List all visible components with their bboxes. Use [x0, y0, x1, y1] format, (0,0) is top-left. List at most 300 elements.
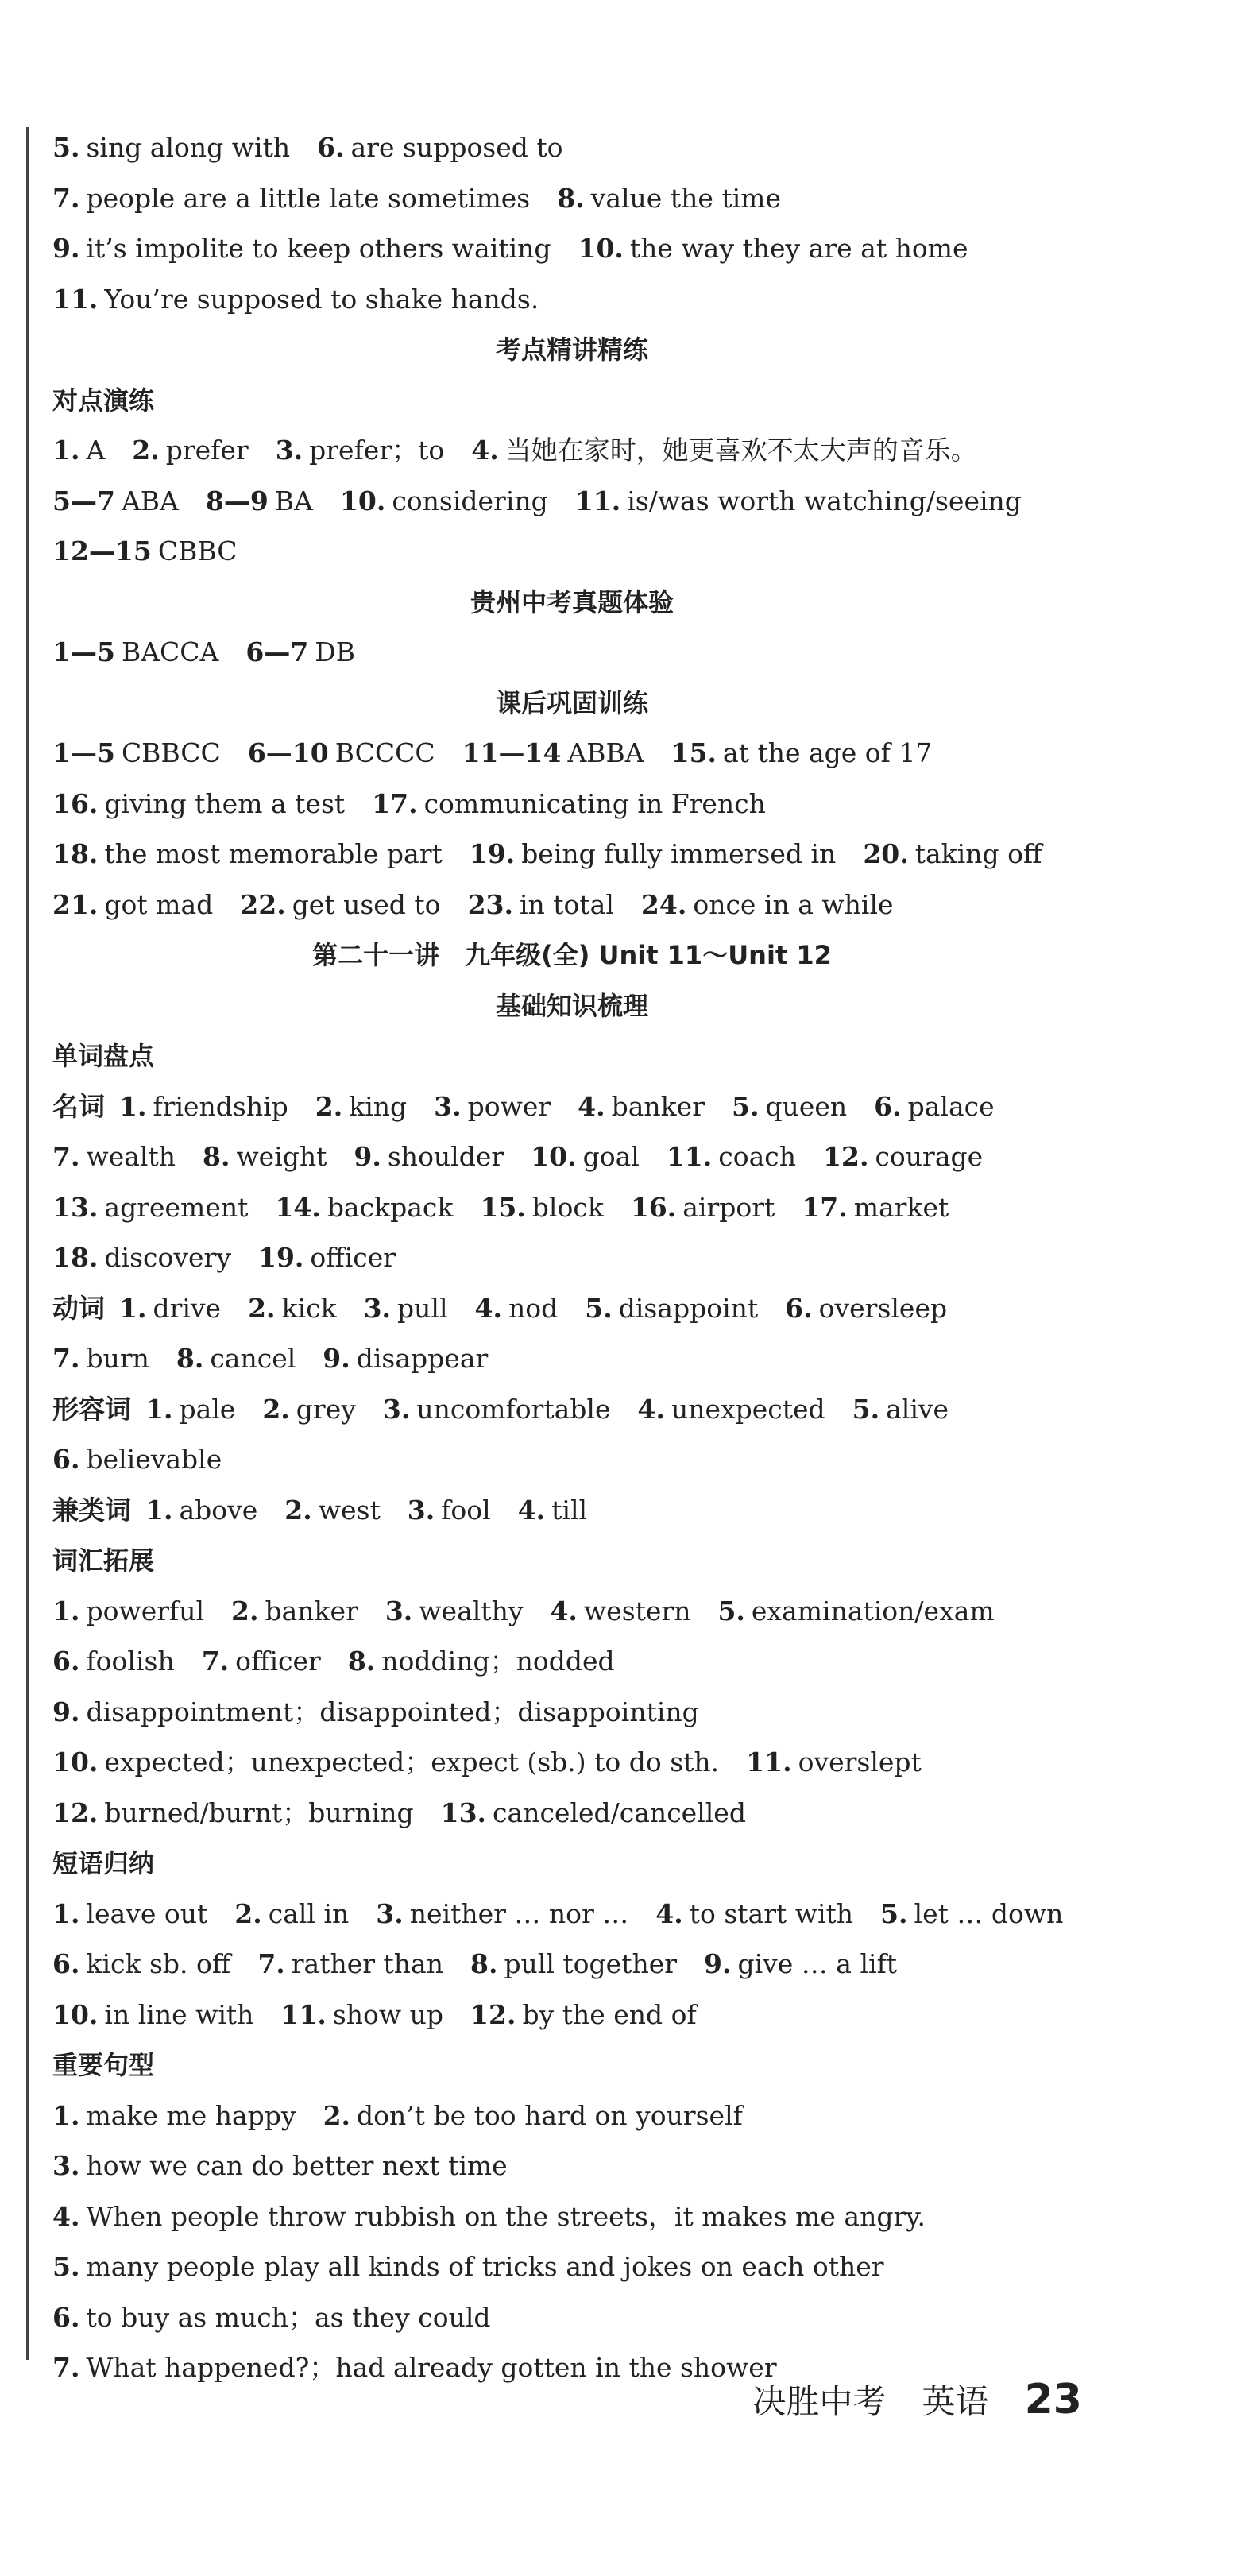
answer-item: [280, 1999, 443, 2030]
item-number: 8.: [347, 1646, 376, 1677]
answer-item: [372, 788, 766, 819]
item-answer: drive: [153, 1292, 222, 1324]
answer-item: [52, 536, 237, 567]
item-number: 8.: [470, 1948, 498, 1979]
answer-item: [52, 1746, 719, 1777]
item-answer: ABBA: [567, 737, 644, 768]
item-answer: at the age of 17: [723, 737, 933, 768]
answer-item: [145, 1495, 257, 1526]
answer-item: [52, 435, 105, 466]
answer-item: [671, 737, 933, 768]
item-number: 2.: [132, 435, 160, 466]
answer-item: [471, 435, 976, 466]
item-number: 1—5: [52, 636, 115, 667]
item-number: 7.: [52, 2352, 80, 2383]
answer-line: [52, 277, 566, 322]
answer-line: [52, 529, 264, 574]
item-number: 9.: [52, 1696, 80, 1727]
item-answer: sing along with: [86, 132, 291, 163]
book-brand: 决胜中考: [752, 2382, 887, 2421]
answer-line: [52, 2094, 770, 2138]
item-answer: burned/burnt；burning: [104, 1797, 414, 1828]
item-answer: oversleep: [818, 1292, 948, 1324]
answer-line: [52, 883, 921, 927]
item-answer: What happened?；had already gotten in the shower: [86, 2352, 777, 2383]
answer-line: [52, 1387, 976, 1432]
item-number: 16.: [630, 1191, 677, 1223]
item-answer: CBBCC: [121, 737, 221, 768]
item-answer: wealthy: [419, 1595, 524, 1626]
item-answer: DB: [315, 636, 356, 667]
item-number: 6.: [785, 1292, 813, 1324]
answer-item: [585, 1293, 758, 1324]
item-answer: are supposed to: [350, 132, 563, 163]
item-answer: expected；unexpected；expect (sb.) to do sth.: [104, 1746, 720, 1777]
answer-item: [231, 1595, 358, 1626]
answer-item: [480, 1192, 603, 1223]
item-answer: people are a little late sometimes: [86, 182, 531, 214]
subsection-heading: 重要句型: [52, 2050, 155, 2080]
item-answer: make me happy: [86, 2099, 296, 2131]
item-number: 1.: [52, 1897, 80, 1929]
item-answer: in total: [519, 888, 614, 920]
answer-item: [52, 788, 345, 819]
answer-line: [52, 2144, 535, 2188]
answer-item: [176, 1343, 296, 1374]
item-number: 2.: [234, 1897, 262, 1929]
item-number: 7.: [201, 1646, 230, 1677]
item-number: 5.: [52, 2251, 80, 2282]
item-answer: prefer；to: [309, 435, 445, 466]
answer-item: [245, 636, 355, 667]
answer-item: [240, 889, 440, 920]
answer-item: [52, 2201, 926, 2232]
answer-item: [52, 1948, 230, 1979]
item-answer: 当她在家时，她更喜欢不太大声的音乐。: [504, 435, 977, 466]
answer-item: [132, 435, 248, 466]
item-answer: alive: [886, 1393, 949, 1425]
item-number: 6.: [52, 1948, 80, 1979]
answer-item: [802, 1192, 949, 1223]
answer-item: [376, 1898, 628, 1929]
answer-item: [119, 1091, 288, 1122]
item-answer: it’s impolite to keep others waiting: [86, 233, 551, 264]
answer-item: [408, 1495, 491, 1526]
subsection-heading: 对点演练: [52, 385, 155, 416]
item-number: 10.: [52, 1998, 99, 2030]
item-number: 9.: [354, 1141, 381, 1172]
answer-item: [434, 1091, 551, 1122]
answer-item: [323, 2100, 743, 2131]
answer-item: [52, 1646, 175, 1677]
item-answer: taking off: [914, 838, 1042, 869]
answer-item: [203, 1141, 327, 1172]
item-number: 1.: [119, 1090, 147, 1122]
section-heading: 第二十一讲 九年级(全) Unit 11～Unit 12: [312, 940, 832, 970]
answer-line: [52, 2296, 518, 2340]
item-number: 4.: [578, 1090, 605, 1122]
item-number: 5.: [731, 1090, 760, 1122]
item-answer: believable: [86, 1444, 222, 1475]
item-number: 1.: [145, 1393, 173, 1425]
answer-item: [145, 1394, 235, 1425]
item-answer: call in: [268, 1897, 350, 1929]
item-number: 6.: [52, 1444, 80, 1475]
item-number: 8.: [202, 1141, 230, 1172]
answer-item: [655, 1898, 853, 1929]
answer-item: [52, 889, 213, 920]
item-number: 11—14: [462, 737, 562, 768]
item-answer: western: [583, 1595, 691, 1626]
item-number: 6—7: [245, 636, 309, 667]
answer-line: [52, 428, 1004, 473]
item-number: 13.: [440, 1797, 487, 1828]
item-answer: nod: [508, 1292, 559, 1324]
item-answer: When people throw rubbish on the streets，it makes me angry.: [86, 2200, 926, 2232]
item-answer: backpack: [327, 1191, 454, 1223]
item-number: 6.: [52, 1646, 80, 1677]
item-answer: BA: [274, 485, 313, 516]
answer-line: [52, 1135, 1010, 1179]
category-label: 动词: [52, 1292, 105, 1324]
answer-item: [52, 636, 218, 667]
item-answer: shoulder: [387, 1141, 504, 1172]
answer-item: [637, 1394, 825, 1425]
answer-item: [732, 1091, 847, 1122]
answer-item: [470, 1999, 697, 2030]
answer-item: [52, 1696, 699, 1727]
item-answer: discovery: [104, 1242, 231, 1273]
answer-line: [52, 1488, 614, 1533]
page-number: 23: [1024, 2376, 1082, 2423]
item-number: 21.: [52, 888, 99, 920]
answer-item: [52, 233, 551, 264]
section-heading: 课后巩固训练: [495, 687, 648, 718]
item-number: 5.: [880, 1897, 908, 1929]
answer-line: [52, 1690, 726, 1735]
item-number: 12.: [823, 1141, 869, 1172]
item-number: 6—10: [247, 737, 329, 768]
item-answer: market: [853, 1191, 949, 1223]
item-answer: prefer: [165, 435, 249, 466]
item-number: 17.: [372, 787, 418, 819]
item-number: 20.: [863, 838, 909, 869]
item-number: 3.: [363, 1292, 392, 1324]
item-answer: pull together: [504, 1948, 678, 1979]
item-number: 15.: [671, 737, 717, 768]
item-answer: airport: [682, 1191, 775, 1223]
item-number: 17.: [802, 1191, 848, 1223]
answer-item: [52, 737, 221, 768]
item-answer: king: [349, 1090, 408, 1122]
item-answer: till: [551, 1494, 588, 1526]
item-answer: giving them a test: [104, 787, 346, 819]
item-number: 1.: [52, 435, 80, 466]
answer-item: [52, 485, 179, 516]
item-answer: in line with: [104, 1998, 254, 2030]
item-answer: A: [86, 435, 106, 466]
answer-item: [52, 1595, 204, 1626]
item-number: 6.: [317, 132, 345, 163]
item-answer: banker: [611, 1090, 705, 1122]
item-number: 11.: [280, 1998, 327, 2030]
section-heading: 考点精讲精练: [495, 335, 648, 365]
item-answer: got mad: [104, 888, 214, 920]
item-number: 5.: [717, 1595, 745, 1626]
answer-item: [317, 132, 562, 163]
item-number: 2.: [315, 1090, 343, 1122]
answer-item: [518, 1495, 587, 1526]
item-number: 15.: [480, 1191, 526, 1223]
item-number: 2.: [231, 1595, 259, 1626]
item-answer: BCCCC: [334, 737, 435, 768]
answer-line: [52, 782, 793, 826]
item-number: 9.: [323, 1343, 350, 1374]
answer-item: [364, 1293, 448, 1324]
item-answer: get used to: [292, 888, 441, 920]
item-answer: goal: [582, 1141, 640, 1172]
item-answer: leave out: [86, 1897, 208, 1929]
answer-line: [52, 832, 1069, 876]
item-number: 3.: [382, 1393, 411, 1425]
section-heading: 基础知识梳理: [495, 990, 648, 1021]
answer-item: [578, 1091, 705, 1122]
item-number: 10.: [339, 485, 386, 516]
item-answer: burn: [86, 1343, 149, 1374]
answer-item: [52, 838, 443, 869]
item-answer: the way they are at home: [629, 233, 968, 264]
item-number: 2.: [262, 1393, 290, 1425]
item-answer: above: [179, 1494, 258, 1526]
item-answer: You’re supposed to shake hands.: [104, 283, 539, 315]
item-number: 7.: [52, 182, 80, 214]
answer-item: [348, 1646, 615, 1677]
item-number: 16.: [52, 787, 99, 819]
item-answer: wealth: [86, 1141, 176, 1172]
answer-item: [276, 435, 445, 466]
answer-item: [746, 1746, 922, 1777]
item-answer: west: [318, 1494, 381, 1526]
subject-label: 英语: [922, 2382, 989, 2421]
answer-line: [52, 2195, 953, 2239]
answer-item: [202, 1646, 321, 1677]
answer-line: [52, 1639, 642, 1684]
item-number: 5.: [585, 1292, 613, 1324]
item-answer: neither … nor …: [409, 1897, 629, 1929]
answer-line: [52, 731, 959, 776]
answer-item: [385, 1595, 524, 1626]
answer-item: [234, 1898, 349, 1929]
answer-item: [258, 1242, 396, 1273]
answer-item: [119, 1293, 221, 1324]
item-answer: kick sb. off: [86, 1948, 231, 1979]
item-answer: CBBC: [157, 536, 238, 567]
item-answer: powerful: [86, 1595, 205, 1626]
item-number: 23.: [467, 888, 513, 920]
answer-item: [880, 1898, 1063, 1929]
answer-item: [275, 1192, 453, 1223]
answer-line: [52, 2346, 804, 2390]
answer-item: [641, 889, 894, 920]
answer-item: [52, 2302, 491, 2333]
item-number: 4.: [655, 1897, 683, 1929]
item-number: 4.: [637, 1393, 665, 1425]
answer-item: [52, 1242, 231, 1273]
subsection-heading: 词汇拓展: [52, 1545, 155, 1576]
item-answer: once in a while: [693, 888, 894, 920]
item-answer: don’t be too hard on yourself: [357, 2099, 743, 2131]
answer-item: [206, 485, 313, 516]
answer-item: [475, 1293, 559, 1324]
item-answer: fool: [441, 1494, 491, 1526]
answer-item: [315, 1091, 407, 1122]
item-answer: banker: [265, 1595, 358, 1626]
answer-item: [340, 485, 548, 516]
item-number: 2.: [284, 1494, 312, 1526]
item-number: 4.: [52, 2200, 80, 2232]
answer-item: [470, 838, 837, 869]
item-answer: give … a lift: [737, 1948, 898, 1979]
item-answer: let … down: [914, 1897, 1064, 1929]
item-answer: by the end of: [522, 1998, 697, 2030]
item-answer: courage: [875, 1141, 984, 1172]
item-number: 12—15: [52, 536, 152, 567]
answer-item: [248, 737, 435, 768]
answer-item: [354, 1141, 504, 1172]
item-answer: communicating in French: [423, 787, 766, 819]
item-number: 1.: [52, 2099, 80, 2131]
answer-line: [52, 1942, 924, 1986]
item-number: 3.: [275, 435, 303, 466]
item-answer: to buy as much；as they could: [86, 2301, 491, 2333]
item-number: 4.: [474, 1292, 502, 1324]
item-answer: weight: [236, 1141, 327, 1172]
item-answer: many people play all kinds of tricks and jokes on each other: [86, 2251, 884, 2282]
answer-line: [52, 176, 808, 221]
answer-item: [667, 1141, 796, 1172]
item-number: 7.: [52, 1141, 80, 1172]
item-number: 12.: [52, 1797, 99, 1828]
item-answer: examination/exam: [751, 1595, 995, 1626]
subsection-heading: 单词盘点: [52, 1041, 155, 1071]
item-number: 14.: [275, 1191, 321, 1223]
item-answer: foolish: [86, 1646, 175, 1677]
answer-item: [52, 1797, 414, 1828]
answer-item: [52, 1999, 253, 2030]
item-answer: grey: [296, 1393, 356, 1425]
item-answer: officer: [235, 1646, 321, 1677]
item-answer: cancel: [210, 1343, 296, 1374]
answer-item: [874, 1091, 995, 1122]
item-number: 7.: [52, 1343, 80, 1374]
answer-line: [52, 1336, 515, 1381]
item-answer: BACCA: [121, 636, 219, 667]
item-number: 6.: [874, 1090, 902, 1122]
answer-item: [823, 1141, 983, 1172]
answer-item: [248, 1293, 336, 1324]
item-number: 11.: [574, 485, 621, 516]
item-number: 11.: [746, 1746, 792, 1777]
answer-item: [52, 2150, 508, 2181]
item-number: 19.: [469, 838, 516, 869]
item-number: 8.: [176, 1343, 204, 1374]
answer-item: [462, 737, 644, 768]
item-number: 4.: [550, 1595, 578, 1626]
item-answer: kick: [281, 1292, 337, 1324]
item-number: 12.: [470, 1998, 516, 2030]
item-number: 1—5: [52, 737, 115, 768]
item-answer: coach: [718, 1141, 797, 1172]
answer-line: [52, 479, 1049, 524]
item-answer: block: [531, 1191, 604, 1223]
answer-line: [52, 1186, 976, 1230]
answer-item: [704, 1948, 897, 1979]
answer-line: [52, 1085, 1022, 1129]
item-answer: pull: [397, 1292, 448, 1324]
left-margin-rule: [26, 127, 29, 2360]
item-number: 9.: [52, 233, 80, 264]
answer-item: [262, 1394, 356, 1425]
answer-item: [468, 889, 614, 920]
item-answer: palace: [907, 1090, 995, 1122]
item-number: 18.: [52, 838, 99, 869]
item-number: 4.: [471, 435, 499, 466]
answer-item: [52, 2352, 777, 2383]
item-answer: disappointment；disappointed；disappointing: [86, 1696, 699, 1727]
answer-line: [52, 1993, 724, 2037]
category-label: 名词: [52, 1090, 105, 1122]
answer-line: [52, 1740, 949, 1785]
item-answer: value the time: [590, 182, 781, 214]
category-label: 形容词: [52, 1393, 131, 1425]
item-answer: power: [467, 1090, 551, 1122]
item-answer: being fully immersed in: [521, 838, 837, 869]
answer-item: [631, 1192, 775, 1223]
item-number: 22.: [240, 888, 286, 920]
answer-item: [52, 1343, 149, 1374]
answer-line: [52, 1589, 1022, 1634]
item-answer: unexpected: [671, 1393, 825, 1425]
item-answer: rather than: [291, 1948, 443, 1979]
category-label: 兼类词: [52, 1494, 131, 1526]
answer-item: [52, 2251, 884, 2282]
item-number: 10.: [531, 1141, 577, 1172]
item-number: 11.: [666, 1141, 713, 1172]
answer-line: [52, 1286, 974, 1331]
item-number: 18.: [52, 1242, 99, 1273]
item-answer: canceled/cancelled: [493, 1797, 746, 1828]
answer-line: [52, 1236, 423, 1280]
subsection-heading: 短语归纳: [52, 1848, 155, 1878]
item-number: 1.: [145, 1494, 173, 1526]
answer-item: [284, 1495, 380, 1526]
section-heading: 贵州中考真题体验: [470, 586, 674, 617]
item-number: 8.: [557, 182, 585, 214]
item-answer: ABA: [121, 485, 179, 516]
answer-item: [852, 1394, 949, 1425]
item-number: 5.: [52, 132, 80, 163]
item-answer: uncomfortable: [416, 1393, 611, 1425]
item-answer: nodding；nodded: [381, 1646, 615, 1677]
item-number: 3.: [434, 1090, 462, 1122]
answer-item: [717, 1595, 994, 1626]
answer-item: [383, 1394, 611, 1425]
item-number: 3.: [376, 1897, 404, 1929]
item-answer: friendship: [153, 1090, 288, 1122]
item-number: 24.: [640, 888, 687, 920]
answer-item: [52, 1192, 248, 1223]
answer-line: [52, 1892, 1090, 1936]
